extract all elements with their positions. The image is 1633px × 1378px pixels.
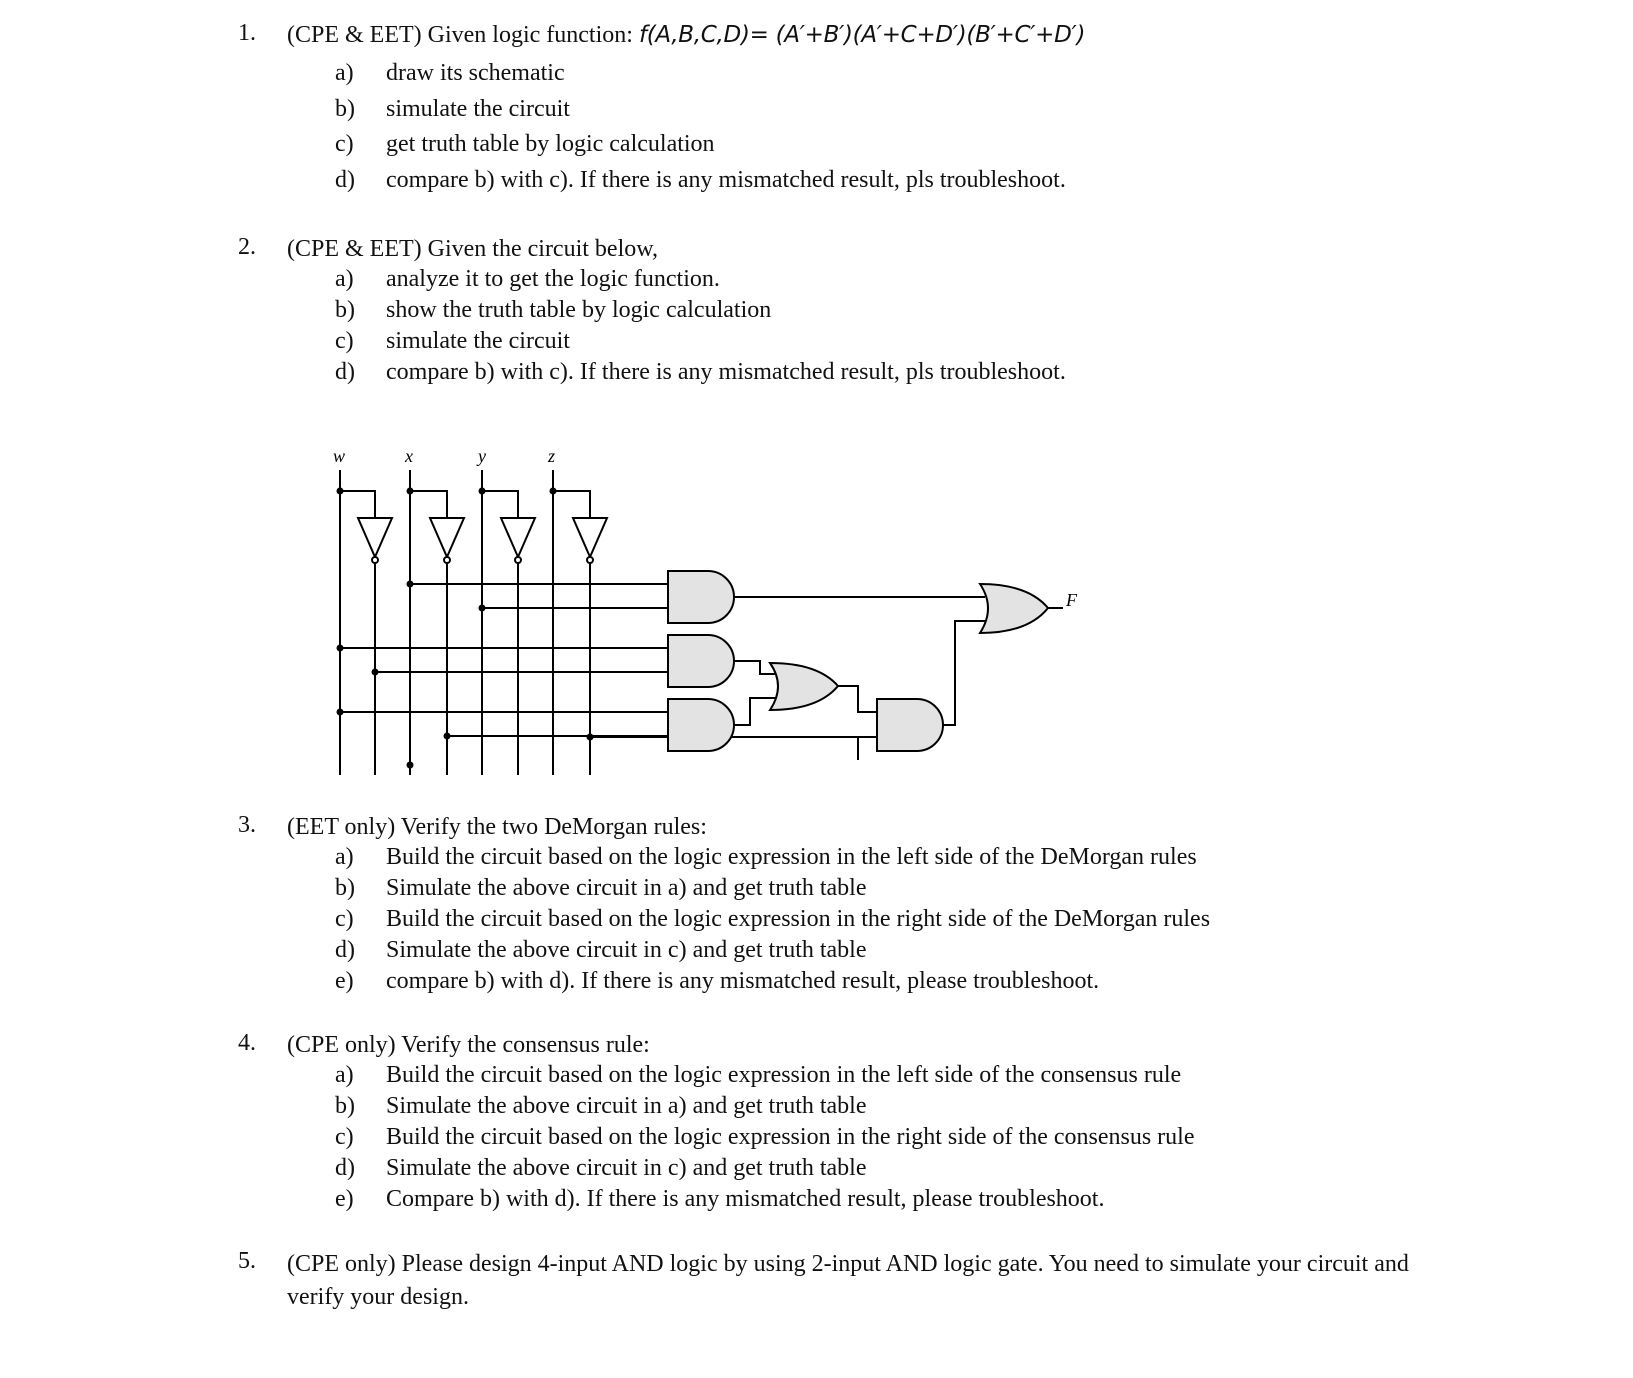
item-label: c) <box>335 906 354 932</box>
item-text: compare b) with c). If there is any mismatched result, pls troubleshoot. <box>386 167 1066 193</box>
item-text: compare b) with d). If there is any mismatched result, please troubleshoot. <box>386 968 1100 994</box>
and-gate <box>668 635 734 687</box>
wire-w-tap <box>340 491 375 518</box>
item-text: Simulate the above circuit in a) and get truth table <box>386 875 867 901</box>
output-label-F: F <box>1066 590 1077 610</box>
item-label: a) <box>335 266 354 292</box>
input-label-x: x <box>405 446 413 466</box>
item-label: d) <box>335 937 355 963</box>
item-text: Simulate the above circuit in c) and get truth table <box>386 1155 867 1181</box>
item-text: Build the circuit based on the logic expression in the right side of the consensus rule <box>386 1124 1195 1150</box>
item-text: show the truth table by logic calculation <box>386 297 772 323</box>
item-text: Build the circuit based on the logic expression in the left side of the consensus rule <box>386 1062 1182 1088</box>
question-text: (CPE & EET) Given the circuit below, <box>287 236 659 262</box>
question-prefix: (CPE & EET) Given logic function: <box>287 22 639 48</box>
item-label: a) <box>335 844 354 870</box>
or-gate <box>980 584 1048 633</box>
item-text: Build the circuit based on the logic expression in the right side of the DeMorgan rules <box>386 906 1211 932</box>
and-gate <box>877 699 943 751</box>
and-gate <box>668 571 734 623</box>
item-text: analyze it to get the logic function. <box>386 266 720 292</box>
question-number: 5. <box>238 1248 256 1274</box>
item-label: a) <box>335 60 354 86</box>
inverter-gate <box>501 518 535 557</box>
item-label: e) <box>335 1186 354 1212</box>
item-label: d) <box>335 359 355 385</box>
question-number: 1. <box>238 20 256 46</box>
item-label: b) <box>335 297 355 323</box>
inverter-gate <box>573 518 607 557</box>
item-text: draw its schematic <box>386 60 565 86</box>
question-number: 4. <box>238 1030 256 1056</box>
wire-z-tap <box>553 491 590 518</box>
item-text: simulate the circuit <box>386 328 570 354</box>
logic-function: f(A,B,C,D)= (A′+B′)(A′+C+D′)(B′+C′+D′) <box>638 22 1086 48</box>
inverter-gate <box>430 518 464 557</box>
inverter-gate <box>358 518 392 557</box>
item-text: simulate the circuit <box>386 96 570 122</box>
item-text: Simulate the above circuit in a) and get truth table <box>386 1093 867 1119</box>
question-text: (CPE only) Verify the consensus rule: <box>287 1032 650 1058</box>
item-text: Build the circuit based on the logic expression in the left side of the DeMorgan rules <box>386 844 1197 870</box>
item-label: d) <box>335 1155 355 1181</box>
item-label: a) <box>335 1062 354 1088</box>
question-number: 2. <box>238 234 256 260</box>
question-text: (EET only) Verify the two DeMorgan rules: <box>287 814 707 840</box>
and-gate <box>668 699 734 751</box>
item-label: e) <box>335 968 354 994</box>
item-label: c) <box>335 328 354 354</box>
item-label: b) <box>335 875 355 901</box>
or-gate <box>770 663 838 710</box>
item-text: get truth table by logic calculation <box>386 131 715 157</box>
item-label: b) <box>335 96 355 122</box>
question-number: 3. <box>238 812 256 838</box>
input-label-y: y <box>478 446 486 466</box>
question-text: (CPE only) Please design 4-input AND logic by using 2-input AND logic gate. You need to simulate your circuit and verify your design. <box>287 1251 1409 1310</box>
item-label: c) <box>335 131 354 157</box>
item-text: compare b) with c). If there is any mismatched result, pls troubleshoot. <box>386 359 1066 385</box>
wire-y-tap <box>482 491 518 518</box>
item-label: c) <box>335 1124 354 1150</box>
item-text: Simulate the above circuit in c) and get truth table <box>386 937 867 963</box>
input-label-z: z <box>548 446 556 466</box>
item-text: Compare b) with d). If there is any mismatched result, please troubleshoot. <box>386 1186 1105 1212</box>
wire-x-tap <box>410 491 447 518</box>
item-label: d) <box>335 167 355 193</box>
item-label: b) <box>335 1093 355 1119</box>
input-label-w: w <box>333 446 346 466</box>
question-text <box>287 20 1437 50</box>
